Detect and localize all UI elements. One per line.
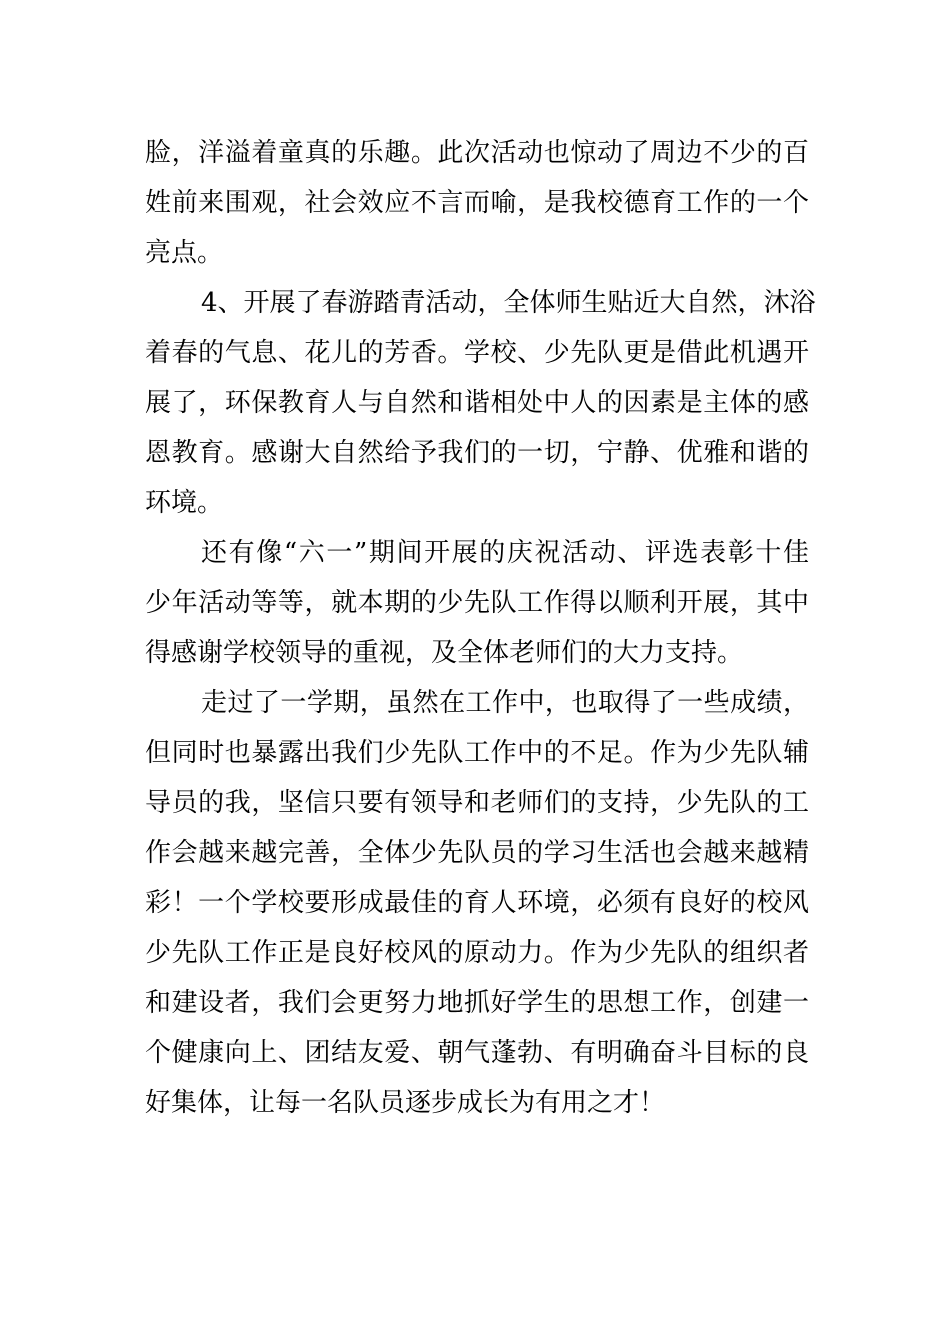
text-line: 脸，洋溢着童真的乐趣。此次活动也惊动了周边不少的百 (145, 138, 809, 168)
paragraph-3 (145, 528, 809, 678)
text-line: 彩！一个学校要形成最佳的育人环境，必须有良好的校风 (145, 888, 809, 918)
text-line: 走过了一学期，虽然在工作中，也取得了一些成绩， (201, 688, 809, 718)
text-line: 和建设者，我们会更努力地抓好学生的思想工作，创建一 (145, 988, 809, 1018)
text-line: 好集体，让每一名队员逐步成长为有用之才！ (145, 1088, 666, 1118)
text-line: 恩教育。感谢大自然给予我们的一切，宁静、优雅和谐的 (145, 438, 809, 468)
text-line: 展了，环保教育人与自然和谐相处中人的因素是主体的感 (145, 388, 809, 418)
text-line: 得感谢学校领导的重视，及全体老师们的大力支持。 (145, 638, 744, 668)
text-line: 还有像“六一”期间开展的庆祝活动、评选表彰十佳 (201, 538, 809, 568)
text-line: 导员的我，坚信只要有领导和老师们的支持，少先队的工 (145, 788, 809, 818)
text-line: 少年活动等等，就本期的少先队工作得以顺利开展，其中 (145, 588, 809, 618)
text-line: 个健康向上、团结友爱、朝气蓬勃、有明确奋斗目标的良 (145, 1038, 809, 1068)
paragraph-1 (145, 128, 809, 278)
paragraph-4 (145, 678, 809, 1128)
text-line: 姓前来围观，社会效应不言而喻，是我校德育工作的一个 (145, 188, 809, 218)
text-line: 但同时也暴露出我们少先队工作中的不足。作为少先队辅 (145, 738, 809, 768)
text-line: 少先队工作正是良好校风的原动力。作为少先队的组织者 (145, 938, 809, 968)
text-line: 亮点。 (145, 238, 224, 268)
text-line: 4、开展了春游踏青活动，全体师生贴近大自然，沐浴 (201, 288, 816, 318)
document-body (145, 128, 816, 1128)
text-line: 作会越来越完善，全体少先队员的学习生活也会越来越精 (145, 838, 809, 868)
paragraph-2 (145, 278, 816, 528)
text-line: 环境。 (145, 488, 224, 518)
text-line: 着春的气息、花儿的芳香。学校、少先队更是借此机遇开 (145, 338, 809, 368)
